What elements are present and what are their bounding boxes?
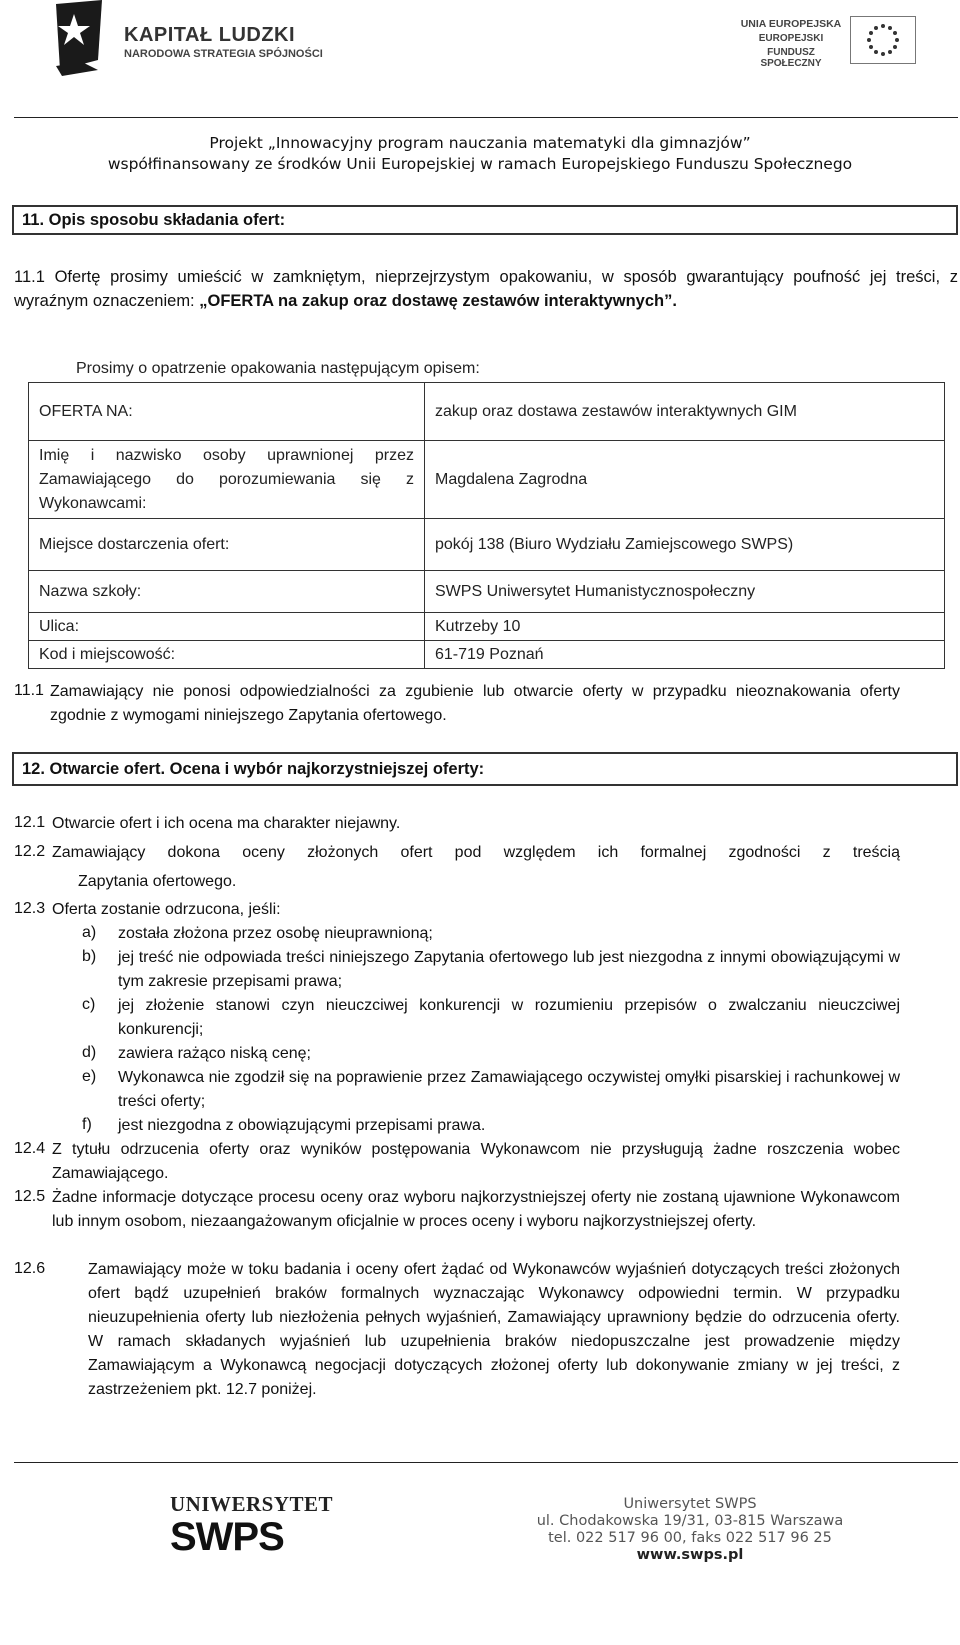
list-item: jej złożenie stanowi czyn nieuczciwej konkurencji w rozumieniu przepisów o zwalczaniu nieuczciwej konkurencji; — [118, 997, 900, 1038]
table-value: pokój 138 (Biuro Wydziału Zamiejscowego SWPS) — [425, 519, 945, 571]
table-label: Nazwa szkoły: — [29, 571, 425, 613]
item-number: 12.5 — [14, 1188, 46, 1205]
item-number: 12.2 — [14, 843, 46, 860]
project-funding: współfinansowany ze środków Unii Europejskiej w ramach Europejskiego Funduszu Społecznego — [107, 155, 853, 173]
list-item: została złożona przez osobę nieuprawnioną; — [118, 925, 433, 942]
table-label: OFERTA NA: — [29, 383, 425, 441]
eu-line-3: FUNDUSZ SPOŁECZNY — [760, 47, 822, 69]
table-label: Kod i miejscowość: — [29, 641, 425, 669]
item-number: 12.6 — [14, 1260, 46, 1277]
section-12-heading: 12. Otwarcie ofert. Ocena i wybór najkorzystniejszej oferty: — [12, 752, 958, 786]
list-letter: d) — [82, 1044, 97, 1061]
table-row — [29, 519, 945, 571]
logo-title: KAPITAŁ LUDZKI — [124, 24, 296, 46]
list-letter: f) — [82, 1116, 92, 1133]
footer-address — [520, 1496, 860, 1564]
item-text: Żadne informacje dotyczące procesu oceny oraz wyboru najkorzystniejszej oferty nie zostaną ujawnione Wykonawcom lub innym osobom, niezaangażowanym oficjalnie w proces oceny i wyboru najkorzystniejszej oferty. — [52, 1189, 900, 1230]
table-value: zakup oraz dostawa zestawów interaktywnych GIM — [425, 383, 945, 441]
eu-flag-icon — [850, 16, 916, 64]
table-row — [29, 641, 945, 669]
table-value: 61-719 Poznań — [425, 641, 945, 669]
item-number: 11.1 — [14, 682, 44, 699]
swps-logo-line1: UNIWERSYTET — [170, 1492, 334, 1516]
list-item: jej treść nie odpowiada treści niniejszego Zapytania ofertowego lub jest niezgodna z innymi obowiązującymi w tym zakresie przepisami prawa; — [118, 949, 900, 990]
table-value: Magdalena Zagrodna — [425, 441, 945, 519]
table-label: Ulica: — [29, 613, 425, 641]
project-title: Projekt „Innowacyjny program nauczania matematyki dla gimnazjów” — [209, 134, 751, 152]
paragraph-11-1-marking: „OFERTA na zakup oraz dostawę zestawów interaktywnych”. — [199, 292, 677, 310]
table-row — [29, 383, 945, 441]
table-value: Kutrzeby 10 — [425, 613, 945, 641]
item-text: Z tytułu odrzucenia oferty oraz wyników postępowania Wykonawcom nie przysługują żadne roszczenia wobec Zamawiającego. — [52, 1141, 900, 1182]
table-label: Imię i nazwisko osoby uprawnionej przez Zamawiającego do porozumiewania się z Wykonawcami: — [29, 441, 425, 519]
header-rule — [14, 117, 958, 118]
swps-logo — [170, 1492, 334, 1562]
table-label: Miejsce dostarczenia ofert: — [29, 519, 425, 571]
footer-address-name: Uniwersytet SWPS — [623, 1496, 757, 1512]
list-item: Wykonawca nie zgodził się na poprawienie przez Zamawiającego oczywistej omyłki pisarskiej i rachunkowej w treści oferty; — [118, 1069, 900, 1110]
envelope-label-table — [28, 382, 945, 669]
item-text-continued: Zapytania ofertowego. — [78, 873, 237, 890]
table-row — [29, 613, 945, 641]
list-item: zawiera rażąco niską cenę; — [118, 1045, 311, 1062]
item-number: 12.4 — [14, 1140, 46, 1157]
table-row — [29, 571, 945, 613]
footer-website-link[interactable]: www.swps.pl — [636, 1547, 744, 1563]
eu-logo — [736, 16, 916, 69]
item-text: Zamawiający może w toku badania i oceny ofert żądać od Wykonawców wyjaśnień dotyczących treści złożonych ofert bądź uzupełnień braków formalnych wyznaczając Wykonawcy odpowiedni termin. W przypadku nieuzupełnienia oferty lub niezłożenia pełnych wyjaśnień, Zamawiający uprawniony będzie do odrzucenia oferty. W ramach składanych wyjaśnień lub uzupełnienia braków niedopuszczalne jest prowadzenie między Zamawiającym a Wykonawcą negocjacji dotyczących złożonej oferty lub dokonywanie zmiany w jej treści, z zastrzeżeniem pkt. 12.7 poniżej. — [88, 1261, 900, 1398]
item-text: Otwarcie ofert i ich ocena ma charakter niejawny. — [52, 815, 401, 832]
paragraph-11-1-liability: Zamawiający nie ponosi odpowiedzialności za zgubienie lub otwarcie oferty w przypadku nieoznakowania oferty zgodnie z wymogami niniejszego Zapytania ofertowego. — [50, 683, 900, 724]
list-letter: c) — [82, 996, 96, 1013]
logo-subtitle: NARODOWA STRATEGIA SPÓJNOŚCI — [124, 48, 323, 60]
swps-logo-line2: SWPS — [170, 1515, 284, 1559]
item-number: 12.1 — [14, 814, 46, 831]
paragraph-11-1 — [14, 265, 958, 313]
footer-rule — [14, 1462, 958, 1463]
list-letter: b) — [82, 948, 97, 965]
table-row — [29, 441, 945, 519]
item-number: 12.3 — [14, 900, 46, 917]
list-letter: a) — [82, 924, 97, 941]
section-11-heading: 11. Opis sposobu składania ofert: — [12, 205, 958, 235]
table-intro: Prosimy o opatrzenie opakowania następującym opisem: — [76, 360, 480, 377]
eu-line-1: UNIA EUROPEJSKA — [740, 18, 842, 30]
list-item: jest niezgodna z obowiązującymi przepisami prawa. — [118, 1117, 486, 1134]
table-value: SWPS Uniwersytet Humanistycznospołeczny — [425, 571, 945, 613]
item-text: Oferta zostanie odrzucona, jeśli: — [52, 901, 281, 918]
kapital-ludzki-emblem-icon — [52, 0, 122, 76]
footer-address-phone: tel. 022 517 96 00, faks 022 517 96 25 — [548, 1530, 832, 1546]
paragraph-11-1-text: 11.1 Ofertę prosimy umieścić w zamkniętym, nieprzejrzystym opakowaniu, w sposób gwarantujący poufność jej treści, z wyraźnym oznaczeniem: — [14, 268, 958, 310]
footer-address-street: ul. Chodakowska 19/31, 03-815 Warszawa — [536, 1513, 844, 1529]
item-text: Zamawiający dokona oceny złożonych ofert pod względem ich formalnej zgodności z treścią — [52, 844, 900, 861]
eu-line-2: EUROPEJSKI — [758, 33, 824, 44]
list-letter: e) — [82, 1068, 97, 1085]
